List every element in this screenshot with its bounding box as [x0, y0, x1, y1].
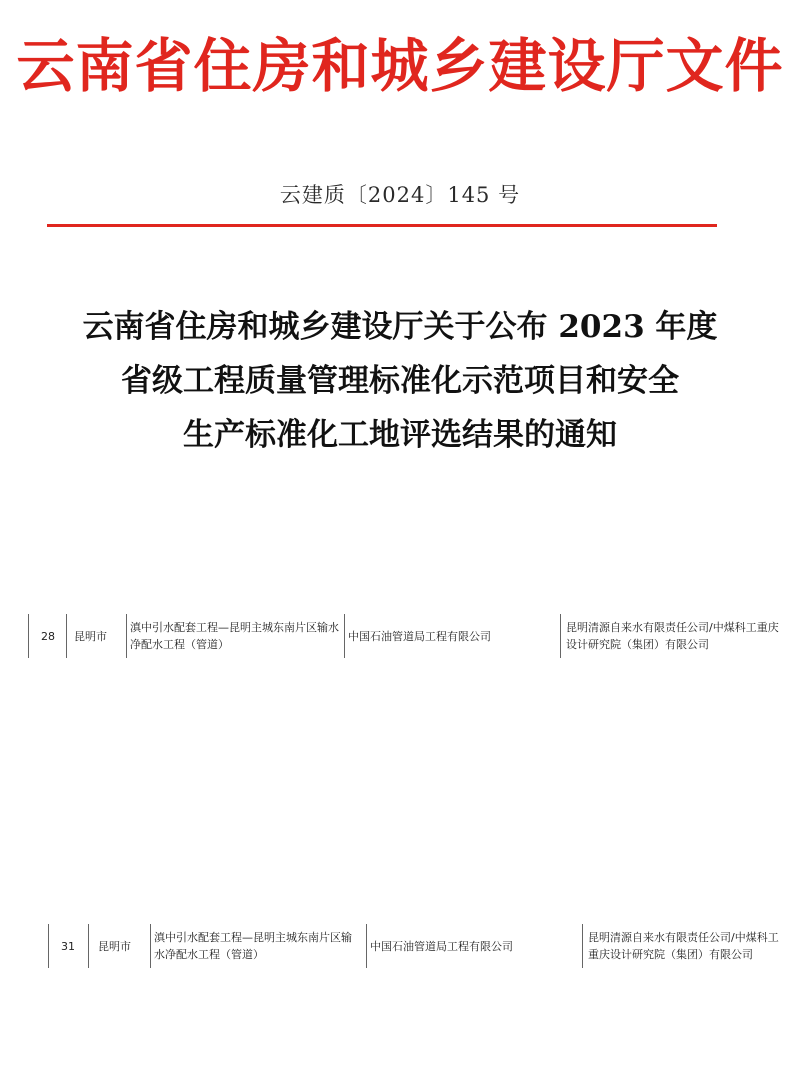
red-divider-line: [47, 224, 717, 227]
row-partners: 昆明清源自来水有限责任公司/中煤科工重庆设计研究院（集团）有限公司: [588, 931, 779, 961]
cell-divider: [150, 924, 151, 968]
notice-title-line-3: 生产标准化工地评选结果的通知: [183, 417, 617, 453]
document-number: 云建质〔2024〕145 号: [279, 183, 521, 207]
table-row: [48, 922, 788, 970]
cell-divider: [582, 924, 583, 968]
row-city: 昆明市: [98, 939, 131, 953]
row-project: 滇中引水配套工程—昆明主城东南片区输水净配水工程（管道）: [154, 931, 352, 961]
notice-title: [20, 300, 780, 462]
row-number: 31: [61, 939, 75, 953]
row-city: 昆明市: [74, 629, 107, 643]
cell-divider: [126, 614, 127, 658]
row-builder: 中国石油管道局工程有限公司: [370, 939, 513, 953]
cell-divider: [66, 614, 67, 658]
row-partners: 昆明清源自来水有限责任公司/中煤科工重庆设计研究院（集团）有限公司: [566, 621, 779, 651]
cell-divider: [28, 614, 29, 658]
cell-divider: [344, 614, 345, 658]
cell-divider: [88, 924, 89, 968]
notice-title-line-2: 省级工程质量管理标准化示范项目和安全: [121, 363, 679, 399]
cell-divider: [366, 924, 367, 968]
row-number: 28: [41, 629, 55, 643]
document-header-title: 云南省住房和城乡建设厅文件: [16, 32, 784, 100]
notice-title-line-1: 云南省住房和城乡建设厅关于公布 2023 年度: [82, 309, 718, 345]
row-builder: 中国石油管道局工程有限公司: [348, 629, 491, 643]
table-row: [28, 612, 788, 660]
row-project: 滇中引水配套工程—昆明主城东南片区输水净配水工程（管道）: [130, 621, 339, 651]
cell-divider: [560, 614, 561, 658]
cell-divider: [48, 924, 49, 968]
